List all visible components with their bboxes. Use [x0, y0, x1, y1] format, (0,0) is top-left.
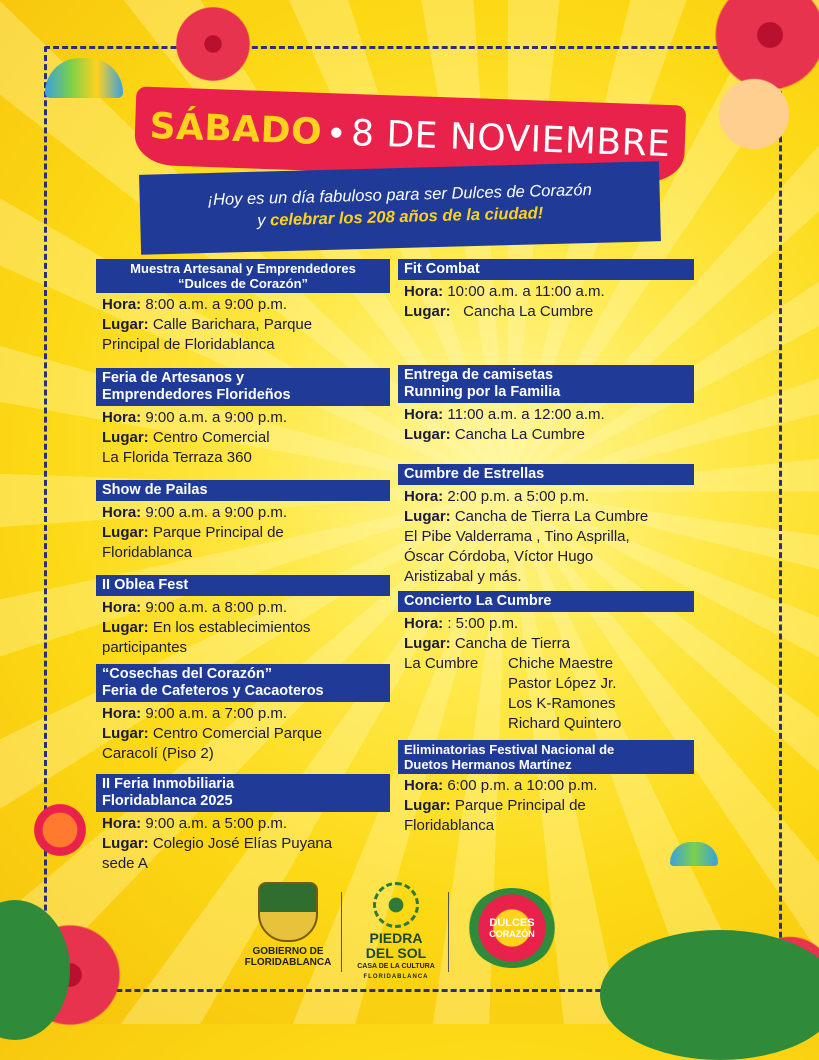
event-guests: Aristizabal y más. [404, 568, 522, 585]
event-time: 9:00 a.m. a 9:00 p.m. [145, 409, 288, 426]
event-time: 8:00 a.m. a 9:00 p.m. [145, 296, 288, 313]
event-place: Parque Principal de [152, 524, 284, 541]
subtitle-highlight: celebrar los 208 años de la ciudad! [269, 204, 544, 230]
event-entrega-camisetas [398, 365, 694, 445]
day-label: SÁBADO [148, 105, 323, 153]
event-concierto-cumbre [398, 591, 694, 734]
event-feria-artesanos [96, 368, 390, 468]
event-place-2: Principal de Floridablanca [102, 336, 275, 353]
event-guests: Óscar Córdoba, Víctor Hugo [404, 548, 594, 565]
event-guests: El Pibe Valderrama , Tino Asprilla, [404, 528, 630, 545]
event-details: Hora: 9:00 a.m. a 9:00 p.m. Lugar: Parque Principal de Floridablanca [96, 501, 390, 563]
event-place: Centro Comercial [152, 429, 270, 446]
event-place: Colegio José Elías Puyana [152, 835, 333, 852]
event-details: Hora: 2:00 p.m. a 5:00 p.m. Lugar: Cancha de Tierra La Cumbre El Pibe Valderrama , Tino Asprilla, Óscar Córdoba, Víctor Hugo Aristizabal y más. [398, 485, 694, 587]
logo-subtext: FLORIDABLANCA [363, 974, 429, 980]
artist-name: Los K-Ramones [508, 695, 616, 712]
artist-name: Richard Quintero [508, 715, 622, 732]
artist-name: Chiche Maestre [508, 655, 614, 672]
event-details: Hora: 9:00 a.m. a 8:00 p.m. Lugar: En los establecimientos participantes [96, 596, 390, 658]
logo-text: DULCES [489, 917, 535, 929]
event-title: Feria de Artesanos y Emprendedores Florideños [96, 368, 390, 406]
event-title: “Cosechas del Corazón” Feria de Cafeteros y Cacaoteros [96, 664, 390, 702]
hibiscus-flower-icon [168, 4, 258, 84]
event-title: Cumbre de Estrellas [398, 464, 694, 485]
event-feria-inmobiliaria [96, 774, 390, 874]
event-title: Eliminatorias Festival Nacional de Duetos Hermanos Martínez [398, 740, 694, 774]
event-place-2: Caracolí (Piso 2) [102, 745, 214, 762]
event-time: : 5:00 p.m. [447, 615, 519, 632]
event-place: Cancha La Cumbre [454, 426, 585, 443]
logo-separator [448, 892, 449, 972]
event-time: 9:00 a.m. a 9:00 p.m. [145, 504, 288, 521]
event-title: Show de Pailas [96, 480, 390, 501]
event-title: Fit Combat [398, 259, 694, 280]
artist-name: Pastor López Jr. [508, 675, 617, 692]
event-time: 2:00 p.m. a 5:00 p.m. [447, 488, 590, 505]
event-time: 9:00 a.m. a 7:00 p.m. [145, 705, 288, 722]
event-details: Hora: : 5:00 p.m. Lugar: Cancha de Tierra La Cumbre Chiche Maestre Pastor López Jr. Los K-Ramones Richard Quintero [398, 612, 694, 734]
event-time: 10:00 a.m. a 11:00 a.m. [447, 283, 605, 300]
event-place: Calle Barichara, Parque [152, 316, 313, 333]
event-place-2: sede A [102, 855, 148, 872]
artist-list [508, 654, 688, 734]
subtitle-banner [139, 161, 661, 255]
event-details: Hora: 6:00 p.m. a 10:00 p.m. Lugar: Parque Principal de Floridablanca [398, 774, 694, 836]
sun-stone-icon [373, 882, 419, 928]
piedra-del-sol-logo [356, 882, 436, 983]
candy-icon [30, 800, 90, 860]
event-place: Parque Principal de [454, 797, 586, 814]
logo-text: CORAZÓN [489, 929, 535, 939]
dulces-corazon-logo [462, 888, 562, 968]
subtitle-line-1: ¡Hoy es un día fabuloso para ser Dulces de Corazón [207, 180, 592, 210]
subtitle-prefix: y [256, 211, 266, 230]
event-muestra-artesanal [96, 259, 390, 355]
event-time: 6:00 p.m. a 10:00 p.m. [447, 777, 598, 794]
event-place: En los establecimientos [152, 619, 311, 636]
event-time: 9:00 a.m. a 8:00 p.m. [145, 599, 288, 616]
event-place: Centro Comercial Parque [152, 725, 323, 742]
logo-text: GOBIERNO DE [252, 946, 324, 957]
event-details: Hora: 9:00 a.m. a 5:00 p.m. Lugar: Colegio José Elías Puyana sede A [96, 812, 390, 874]
event-title: Entrega de camisetas Running por la Familia [398, 365, 694, 403]
logo-text: PIEDRA [369, 930, 423, 946]
event-title: II Oblea Fest [96, 575, 390, 596]
event-eliminatorias-duetos [398, 740, 694, 836]
separator-dot: • [329, 111, 344, 153]
logo-text: FLORIDABLANCA [244, 957, 332, 968]
event-place: Cancha La Cumbre [454, 303, 594, 320]
event-details: Hora: 11:00 a.m. a 12:00 a.m. Lugar: Cancha La Cumbre [404, 406, 605, 443]
event-fit-combat [398, 259, 694, 322]
event-details: Hora: 9:00 a.m. a 9:00 p.m. Lugar: Centro Comercial La Florida Terraza 360 [96, 406, 390, 468]
event-time: 9:00 a.m. a 5:00 p.m. [145, 815, 288, 832]
event-place-2: La Florida Terraza 360 [102, 449, 252, 466]
event-place-2: participantes [102, 639, 188, 656]
gobierno-logo [244, 882, 332, 968]
event-title: II Feria Inmobiliaria Floridablanca 2025 [96, 774, 390, 812]
event-details: Hora: 8:00 a.m. a 9:00 p.m. Lugar: Calle Barichara, Parque Principal de Floridablanca [96, 293, 390, 355]
event-title: Muestra Artesanal y Emprendedores “Dulces de Corazón” [96, 259, 390, 293]
date-label: 8 DE NOVIEMBRE [350, 112, 672, 166]
dulces-corazon-emblem-icon [467, 888, 557, 968]
event-details: Hora: 9:00 a.m. a 7:00 p.m. Lugar: Centro Comercial Parque Caracolí (Piso 2) [96, 702, 390, 764]
event-place-2: La Cumbre [404, 655, 479, 672]
logo-text: DEL SOL [365, 945, 427, 961]
event-title: Concierto La Cumbre [398, 591, 694, 612]
coat-of-arms-icon [258, 882, 318, 942]
logo-subtext: CASA DE LA CULTURA [357, 963, 435, 970]
green-hill-icon [600, 930, 819, 1060]
event-cosechas-corazon [96, 664, 390, 764]
event-place-2: Floridablanca [404, 817, 495, 834]
event-details: Hora: 10:00 a.m. a 11:00 a.m. Lugar: Cancha La Cumbre [404, 283, 605, 320]
logo-separator [341, 892, 342, 972]
event-place: Cancha de Tierra [454, 635, 570, 652]
event-oblea-fest [96, 575, 390, 658]
event-time: 11:00 a.m. a 12:00 a.m. [447, 406, 605, 423]
event-show-pailas [96, 480, 390, 563]
event-place-2: Floridablanca [102, 544, 193, 561]
event-cumbre-estrellas [398, 464, 694, 587]
event-place: Cancha de Tierra La Cumbre [454, 508, 649, 525]
smiling-face-icon [714, 70, 794, 150]
